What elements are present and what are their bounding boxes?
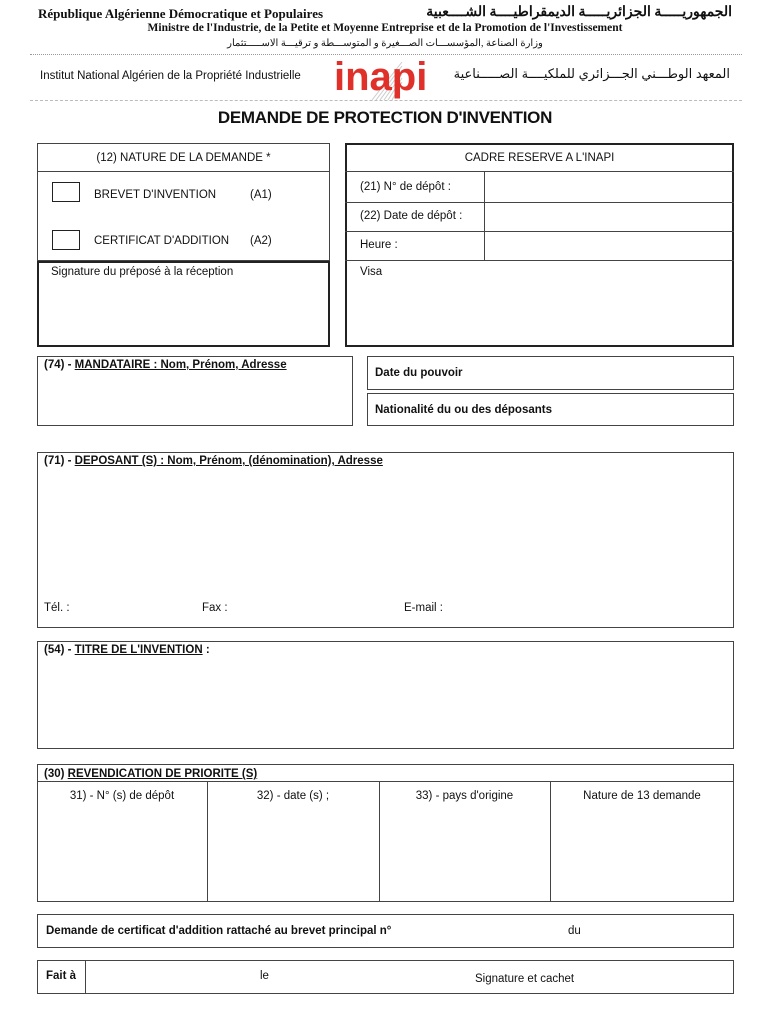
priorite-label [44,768,257,780]
heure-label: Heure : [360,239,398,251]
certificat-label: CERTIFICAT D'ADDITION [94,235,230,247]
priorite-col-nature: Nature de 13 demande [583,790,701,802]
priorite-cell-pays[interactable] [381,806,548,900]
visa-label: Visa [360,266,383,278]
tel-label: Tél. : [44,602,70,614]
signature-cachet-label: Signature et cachet [475,973,575,985]
deposant-prefix: (71) - [44,455,75,467]
inapi-logo [332,52,444,102]
header-republic-ar: الجمهوريـــــة الجزائريـــــة الديمقراطيــــة الشــــعبية [426,5,732,20]
certificat-addition-label: Demande de certificat d'addition rattaché au brevet principal n° [46,925,392,937]
depot-num-field[interactable] [486,173,732,201]
header-institute-ar: المعهد الوطـــني الجـــزائري للملكيــــة الصـــــناعية [453,66,730,81]
inapi-row-line-4 [345,260,734,261]
fait-a-field[interactable] [87,962,257,992]
nature-heading-divider [37,171,330,172]
inapi-row-line-1 [345,171,734,172]
deposant-label [44,455,383,467]
header-divider-dashed [30,100,742,101]
inapi-heading: CADRE RESERVE A L'INAPI [464,152,615,164]
mandataire-title: MANDATAIRE : Nom, Prénom, Adresse [74,359,287,371]
priorite-col-pays: 33) - pays d'origine [415,790,514,802]
priorite-heading-divider [37,781,734,782]
brevet-label: BREVET D'INVENTION [94,189,217,201]
header-institute-fr: Institut National Algérien de la Propriété Industrielle [40,70,301,82]
certificat-checkbox[interactable] [52,230,80,250]
deposant-box[interactable] [37,452,734,628]
signature-reception-label: Signature du préposé à la réception [51,266,234,278]
titre-suffix: : [202,644,210,656]
inapi-col-line [484,171,485,260]
fait-le-label: le [260,970,269,982]
brevet-checkbox[interactable] [52,182,80,202]
priorite-title: REVENDICATION DE PRIORITE (S) [67,768,258,780]
mandataire-prefix: (74) - [44,359,75,371]
brevet-code: (A1) [250,189,272,201]
titre-title: TITRE DE L'INVENTION [74,644,203,656]
deposant-title: DEPOSANT (S) : Nom, Prénom, (dénomination), Adresse [74,455,383,467]
titre-prefix: (54) - [44,644,75,656]
fait-le-field[interactable] [280,962,470,992]
priorite-col-date: 32) - date (s) ; [256,790,330,802]
heure-field[interactable] [486,233,732,259]
header-ministry-ar: وزارة الصناعة ,المؤسســـات الصـــغيرة و المتوســـطة و ترقيـــة الاســـــتثمار [227,38,543,49]
titre-label [44,644,210,656]
logo-wordmark: inapi [334,55,428,99]
visa-field[interactable] [347,282,732,345]
titre-box[interactable] [37,641,734,749]
inapi-row-line-3 [345,231,734,232]
mandataire-label [44,359,287,371]
certificat-code: (A2) [250,235,272,247]
nationalite-label: Nationalité du ou des déposants [375,404,552,416]
email-label: E-mail : [404,602,443,614]
header-ministry-fr: Ministre de l'Industrie, de la Petite et Moyenne Entreprise et de la Promotion de l'Investissement [147,22,623,34]
priorite-prefix: (30) [44,768,68,780]
priorite-col-depot: 31) - N° (s) de dépôt [69,790,175,802]
date-pouvoir-label: Date du pouvoir [375,367,463,379]
depot-num-label: (21) N° de dépôt : [360,181,451,193]
header-republic-fr: République Algérienne Démocratique et Populaires [38,6,324,21]
depot-date-field[interactable] [486,204,732,230]
fax-label: Fax : [202,602,228,614]
priorite-cell-date[interactable] [209,806,377,900]
page-title: DEMANDE DE PROTECTION D'INVENTION [217,108,553,127]
certificat-addition-du: du [568,925,581,937]
depot-date-label: (22) Date de dépôt : [360,210,463,222]
priorite-cell-nature[interactable] [552,806,732,900]
priorite-cell-depot[interactable] [39,806,205,900]
nature-heading: (12) NATURE DE LA DEMANDE * [96,152,271,164]
fait-a-label: Fait à [46,970,77,982]
fait-col-divider [85,960,86,994]
inapi-row-line-2 [345,202,734,203]
